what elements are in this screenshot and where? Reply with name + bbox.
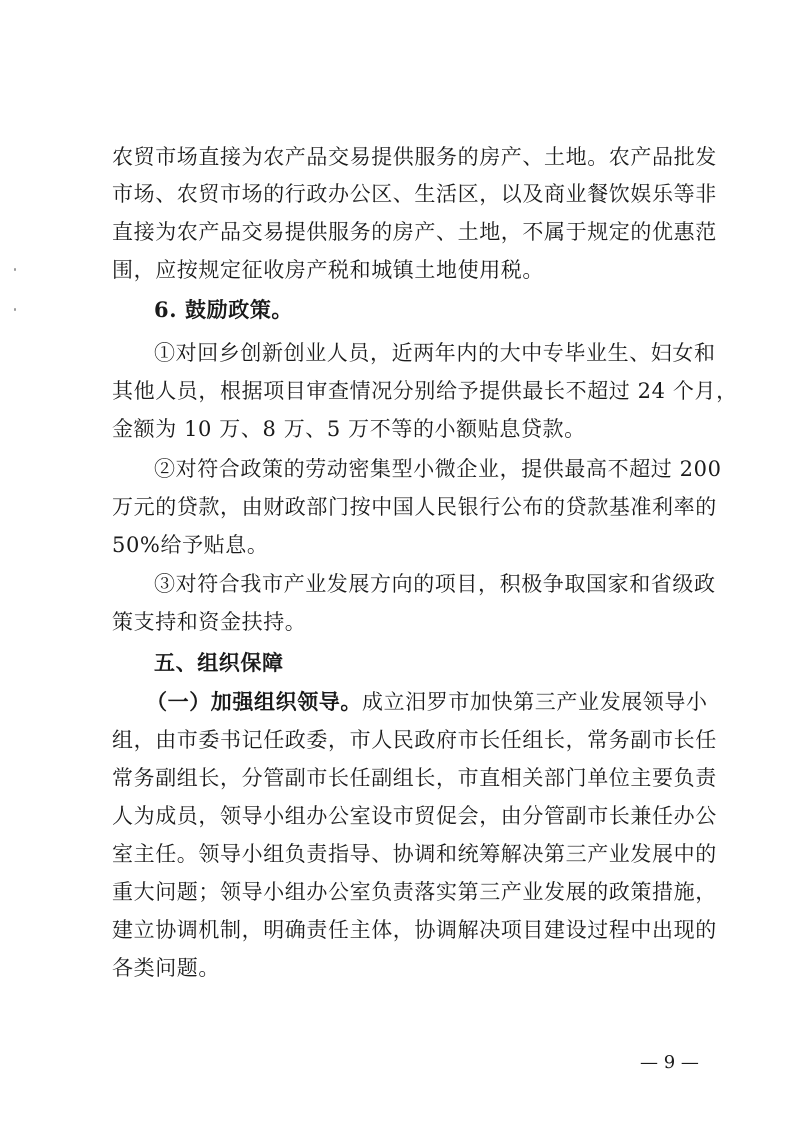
section-heading-incentive-policy: 6. 鼓励政策。 [154, 297, 294, 322]
scan-speck [14, 308, 16, 311]
paragraph-1-line-3: 直接为农产品交易提供服务的房产、土地，不属于规定的优惠范 [112, 220, 717, 244]
paragraph-1-line-1: 农贸市场直接为农产品交易提供服务的房产、土地。农产品批发 [112, 145, 717, 169]
scan-speck [14, 268, 16, 271]
subsection-paragraph-line-4: 人为成员，领导小组办公室设市贸促会，由分管副市长兼任办公 [112, 804, 717, 828]
policy-item-3-line-1: ③对符合我市产业发展方向的项目，积极争取国家和省级政 [154, 572, 716, 596]
subsection-paragraph-line-1 [146, 688, 708, 716]
subsection-paragraph-line-6: 重大问题；领导小组办公室负责落实第三产业发展的政策措施， [112, 880, 717, 904]
paragraph-1-line-2: 市场、农贸市场的行政办公区、生活区，以及商业餐饮娱乐等非 [112, 182, 717, 206]
section-heading-organizational-guarantee: 五、组织保障 [154, 650, 284, 675]
paragraph-1-line-4: 围，应按规定征收房产税和城镇土地使用税。 [112, 258, 544, 282]
policy-item-2-line-3: 50%给予贴息。 [112, 533, 269, 557]
policy-item-2-line-2: 万元的贷款，由财政部门按中国人民银行公布的贷款基准利率的 [112, 495, 717, 519]
subsection-paragraph-line-5: 室主任。领导小组负责指导、协调和统筹解决第三产业发展中的 [112, 842, 717, 866]
subsection-paragraph-line-2: 组，由市委书记任政委，市人民政府市长任组长，常务副市长任 [112, 728, 717, 752]
policy-item-3-line-2: 策支持和资金扶持。 [112, 610, 307, 634]
subsection-paragraph-line-8: 各类问题。 [112, 956, 220, 980]
subsection-heading-strengthen-leadership: （一）加强组织领导。 [146, 689, 362, 714]
subsection-paragraph-line-3: 常务副组长，分管副市长任副组长，市直相关部门单位主要负责 [112, 766, 717, 790]
subsection-paragraph-line-7: 建立协调机制，明确责任主体，协调解决项目建设过程中出现的 [112, 918, 717, 942]
policy-item-2-line-1: ②对符合政策的劳动密集型小微企业，提供最高不超过 200 [154, 457, 722, 481]
policy-item-1-line-3: 金额为 10 万、8 万、5 万不等的小额贴息贷款。 [112, 417, 586, 441]
policy-item-1-line-1: ①对回乡创新创业人员，近两年内的大中专毕业生、妇女和 [154, 341, 716, 365]
policy-item-1-line-2: 其他人员，根据项目审查情况分别给予提供最长不超过 24 个月， [112, 379, 738, 403]
subsection-paragraph-line-1-text: 成立汨罗市加快第三产业发展领导小 [362, 690, 708, 714]
page-number: — 9 — [640, 1052, 699, 1073]
